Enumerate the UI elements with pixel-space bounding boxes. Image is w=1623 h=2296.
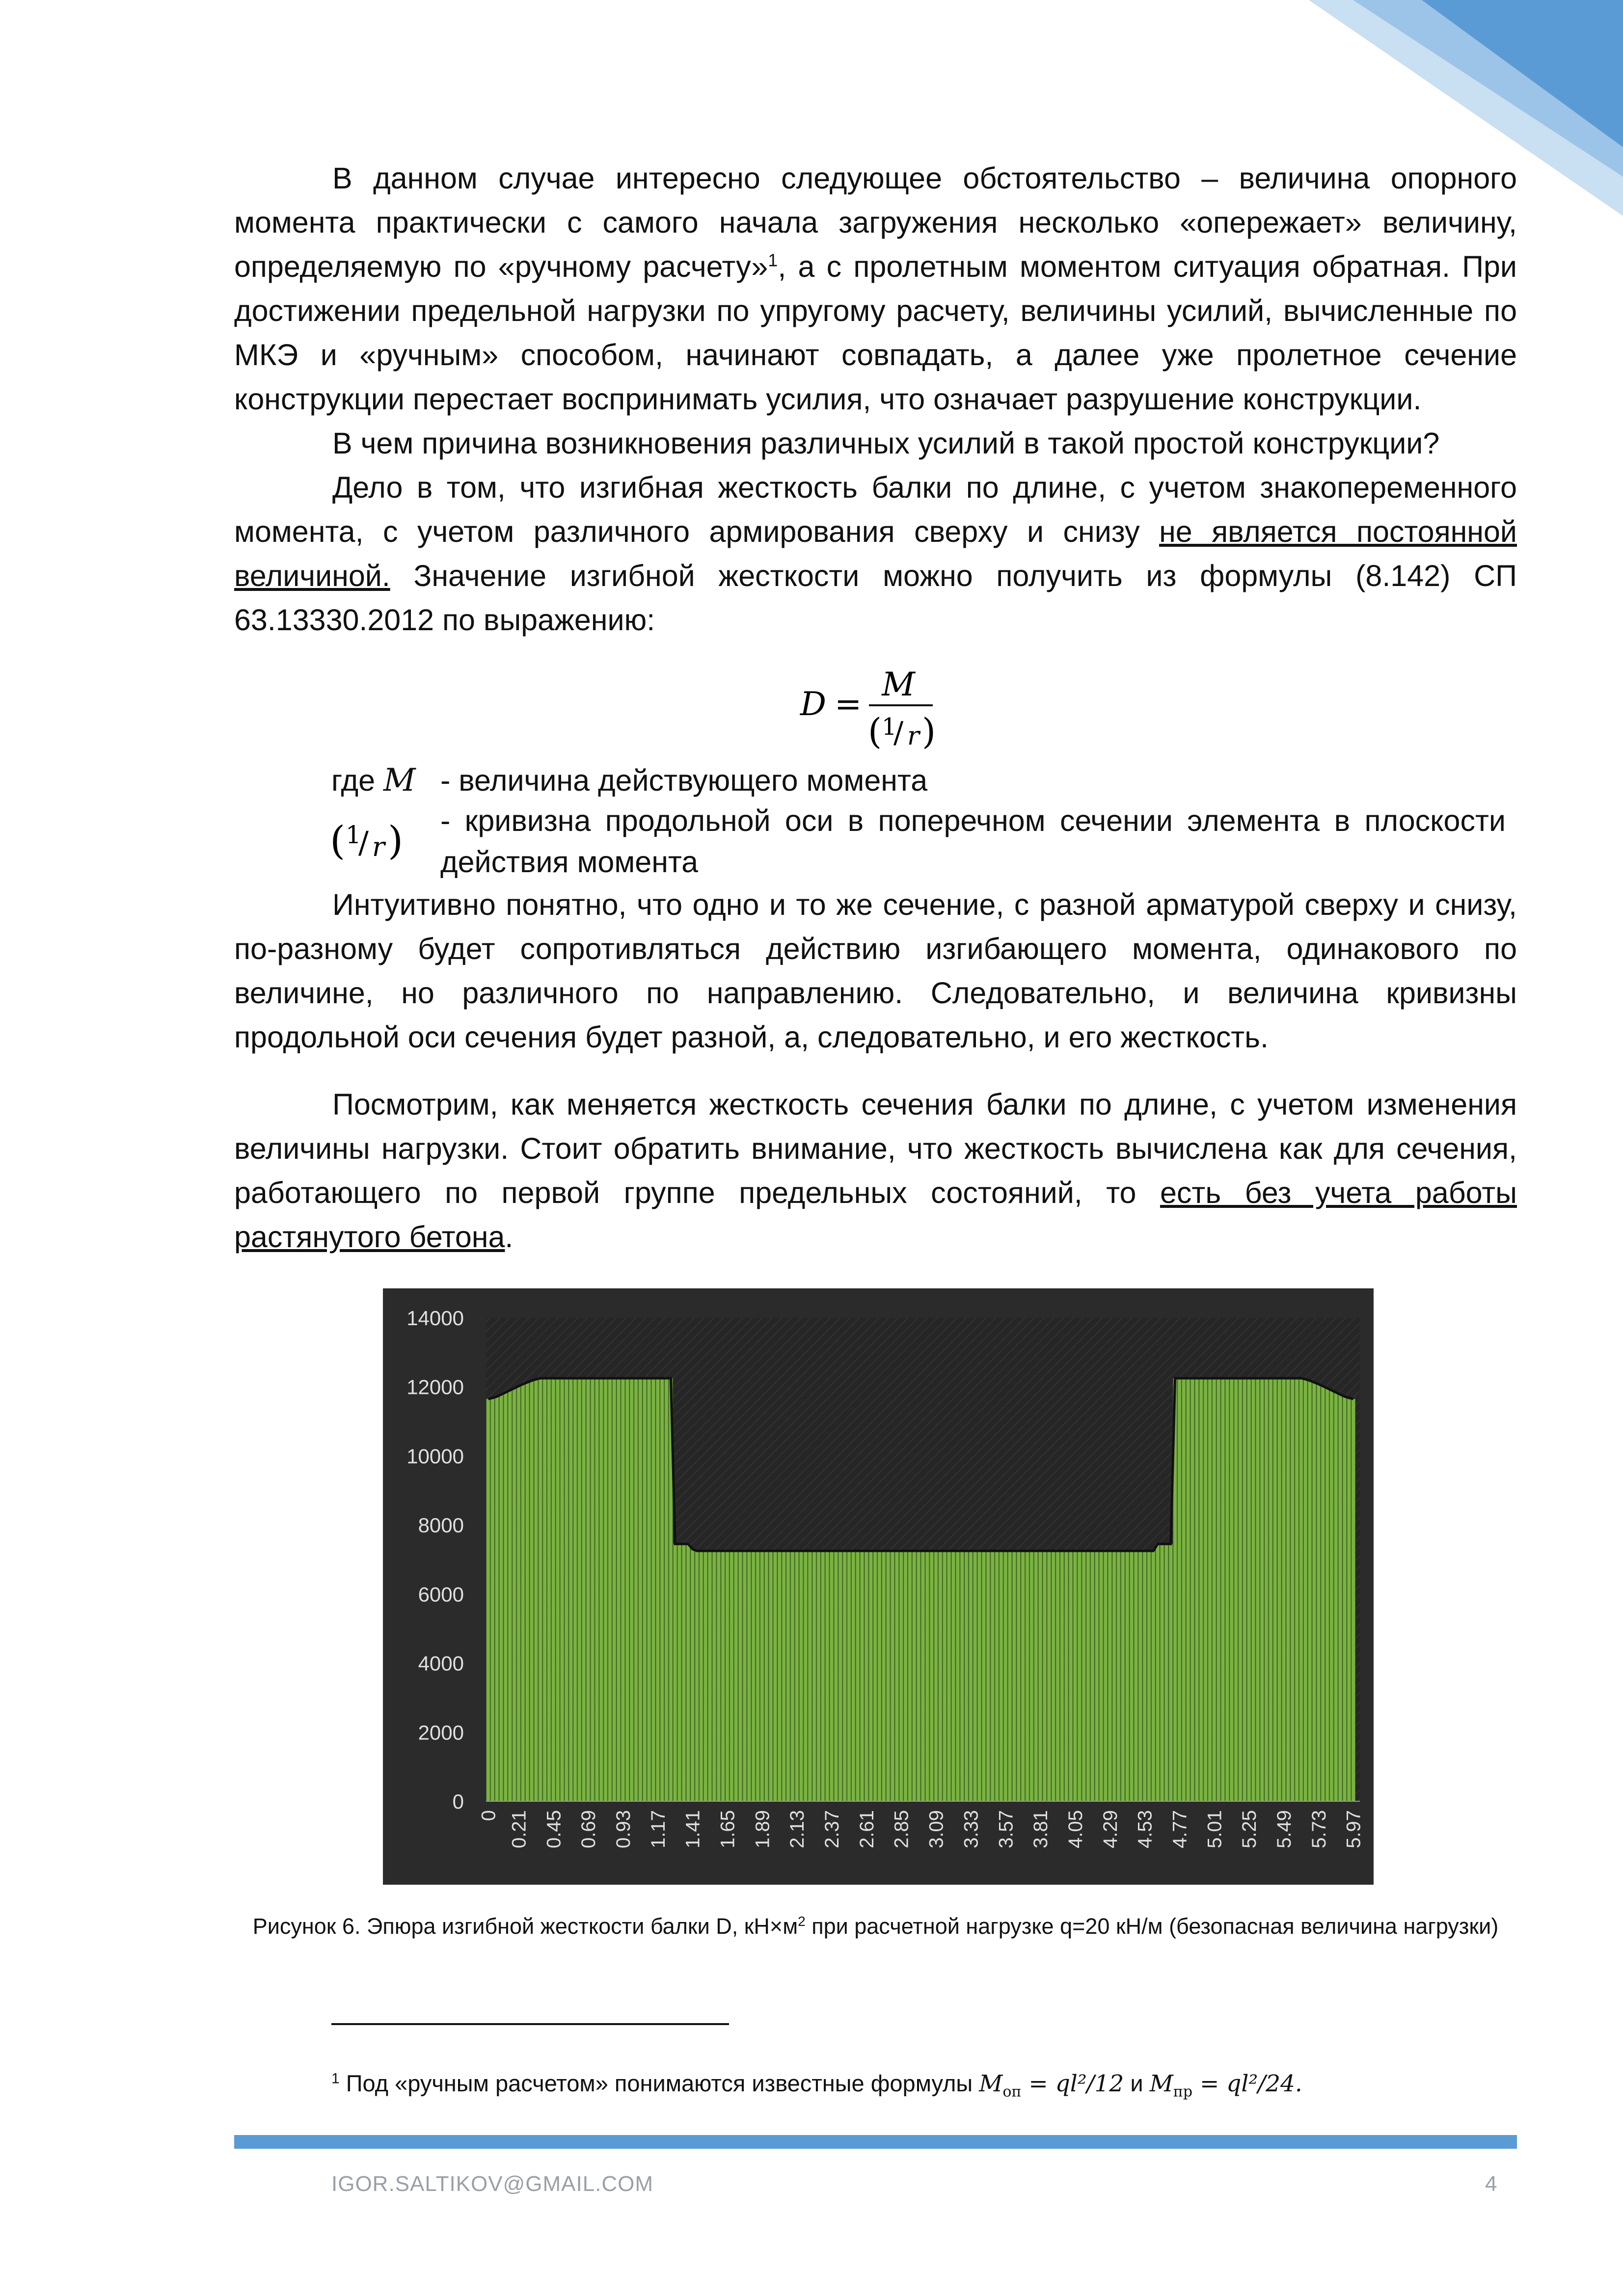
bar-39 bbox=[656, 1378, 659, 1801]
bar-156 bbox=[1164, 1544, 1168, 1801]
bar-136 bbox=[1078, 1551, 1081, 1801]
paragraph-5: Посмотрим, как меняется жесткость сечения балки по длине, с учетом изменения величины нагрузки. Стоит обратить внимание, что жесткость вычислена как для сечения, работающего по первой группе предельных состояний, то есть без учета работы растянутого бетона. bbox=[234, 1088, 1517, 1254]
bar-41 bbox=[665, 1378, 668, 1801]
bar-115 bbox=[986, 1551, 990, 1801]
bar-77 bbox=[821, 1551, 825, 1801]
bar-58 bbox=[738, 1551, 742, 1801]
x-tick-label-6: 1.41 bbox=[682, 1810, 704, 1848]
m-description: - величина действующего момента bbox=[440, 764, 928, 797]
bar-0 bbox=[487, 1399, 490, 1801]
bar-122 bbox=[1017, 1551, 1020, 1801]
bar-84 bbox=[852, 1551, 855, 1801]
bar-44 bbox=[677, 1544, 681, 1801]
bar-87 bbox=[865, 1551, 868, 1801]
bar-185 bbox=[1291, 1378, 1294, 1801]
footnote-ref[interactable]: 1 bbox=[768, 250, 778, 270]
bar-172 bbox=[1234, 1378, 1238, 1801]
bar-160 bbox=[1182, 1378, 1186, 1801]
bar-22 bbox=[582, 1378, 586, 1801]
body-text-middle bbox=[234, 882, 1517, 1059]
bar-14 bbox=[547, 1378, 551, 1801]
bar-184 bbox=[1286, 1378, 1290, 1801]
bar-112 bbox=[974, 1551, 977, 1801]
bar-171 bbox=[1230, 1378, 1233, 1801]
bar-173 bbox=[1239, 1378, 1242, 1801]
bar-43 bbox=[673, 1544, 676, 1801]
bar-24 bbox=[591, 1378, 594, 1801]
x-tick-label-12: 2.85 bbox=[891, 1810, 913, 1848]
bar-89 bbox=[873, 1551, 877, 1801]
bar-165 bbox=[1204, 1378, 1207, 1801]
bar-29 bbox=[613, 1378, 616, 1801]
bar-91 bbox=[882, 1551, 886, 1801]
bar-183 bbox=[1282, 1378, 1285, 1801]
bar-9 bbox=[525, 1383, 529, 1801]
bar-118 bbox=[1000, 1551, 1003, 1801]
bar-197 bbox=[1343, 1396, 1346, 1801]
formula-svg bbox=[795, 660, 992, 758]
bar-50 bbox=[703, 1551, 707, 1801]
bar-88 bbox=[869, 1551, 872, 1801]
x-tick-label-11: 2.61 bbox=[856, 1810, 878, 1848]
bar-150 bbox=[1138, 1551, 1142, 1801]
bar-20 bbox=[573, 1378, 577, 1801]
bar-31 bbox=[621, 1378, 624, 1801]
bar-65 bbox=[769, 1551, 772, 1801]
bar-21 bbox=[578, 1378, 581, 1801]
bar-135 bbox=[1073, 1551, 1077, 1801]
bar-27 bbox=[604, 1378, 607, 1801]
bar-199 bbox=[1352, 1399, 1355, 1801]
formula-den-one: 1 bbox=[882, 713, 897, 741]
bar-32 bbox=[625, 1378, 629, 1801]
bar-111 bbox=[969, 1551, 973, 1801]
bar-148 bbox=[1130, 1551, 1133, 1801]
bar-86 bbox=[860, 1551, 864, 1801]
x-tick-label-20: 4.77 bbox=[1169, 1810, 1191, 1848]
paragraph-1: В данном случае интересно следующее обстоятельство – величина опорного момента практически с самого начала загружения несколько «опережает» величину, определяемую по «ручному расчету»$^1$, а с пролетным моментом ситуация обратная. При достижении предельной нагрузки по упругому расчету, величины усилий, вычисленные по МКЭ и «ручным» способом, начинают совпадать, а далее уже пролетное сечение конструкции перестает воспринимать усилия, что означает разрушение конструкции. bbox=[234, 161, 1517, 416]
footnote: $^1$ Под «ручным расчетом» понимаются известные формулы $M_{оп} = ql^2/12$ и $M_{пр} = ql^2/24$. bbox=[331, 2070, 1302, 2101]
bar-182 bbox=[1277, 1378, 1281, 1801]
bar-26 bbox=[599, 1378, 603, 1801]
bar-8 bbox=[521, 1384, 525, 1801]
bar-154 bbox=[1156, 1544, 1159, 1801]
page-number: 4 bbox=[1485, 2172, 1497, 2196]
bar-78 bbox=[825, 1551, 829, 1801]
bar-97 bbox=[908, 1551, 912, 1801]
paragraph-4: Интуитивно понятно, что одно и то же сечение, с разной арматурой сверху и снизу, по-разному будет сопротивляться действию изгибающего момента, одинакового по величине, но различного по направлению. Следовательно, и величина кривизны продольной оси сечения будет разной, а, следовательно, и его жесткость. bbox=[234, 888, 1517, 1054]
bar-62 bbox=[756, 1551, 759, 1801]
bar-95 bbox=[899, 1551, 903, 1801]
bar-119 bbox=[1004, 1551, 1007, 1801]
bar-106 bbox=[947, 1551, 950, 1801]
bar-110 bbox=[965, 1551, 968, 1801]
bar-189 bbox=[1308, 1381, 1311, 1801]
x-tick-label-3: 0.69 bbox=[578, 1810, 600, 1848]
bar-69 bbox=[786, 1551, 790, 1801]
bar-145 bbox=[1117, 1551, 1120, 1801]
bar-107 bbox=[951, 1551, 955, 1801]
bar-181 bbox=[1273, 1378, 1277, 1801]
bar-66 bbox=[773, 1551, 777, 1801]
bar-132 bbox=[1060, 1551, 1064, 1801]
formula-lparen: ( bbox=[868, 711, 882, 752]
x-tick-label-8: 1.89 bbox=[752, 1810, 774, 1848]
bar-193 bbox=[1325, 1388, 1329, 1801]
bar-73 bbox=[804, 1551, 807, 1801]
bar-2 bbox=[495, 1396, 498, 1801]
x-tick-label-7: 1.65 bbox=[717, 1810, 739, 1848]
bar-19 bbox=[569, 1378, 572, 1801]
bar-187 bbox=[1299, 1378, 1303, 1801]
bar-38 bbox=[651, 1378, 655, 1801]
y-tick-label-2: 4000 bbox=[418, 1652, 464, 1675]
bar-54 bbox=[721, 1551, 725, 1801]
bar-93 bbox=[891, 1551, 894, 1801]
bar-6 bbox=[513, 1388, 516, 1801]
x-tick-label-22: 5.25 bbox=[1239, 1810, 1261, 1848]
bar-45 bbox=[682, 1544, 685, 1801]
x-tick-label-24: 5.73 bbox=[1308, 1810, 1330, 1848]
bar-114 bbox=[982, 1551, 985, 1801]
bar-120 bbox=[1008, 1551, 1011, 1801]
bar-104 bbox=[939, 1551, 942, 1801]
bar-137 bbox=[1082, 1551, 1085, 1801]
bar-142 bbox=[1104, 1551, 1107, 1801]
bar-34 bbox=[634, 1378, 638, 1801]
bar-174 bbox=[1243, 1378, 1246, 1801]
footnote-separator bbox=[331, 2023, 729, 2025]
bar-83 bbox=[847, 1551, 851, 1801]
bar-177 bbox=[1256, 1378, 1259, 1801]
bar-130 bbox=[1052, 1551, 1055, 1801]
bar-55 bbox=[726, 1551, 729, 1801]
y-tick-label-0: 0 bbox=[452, 1790, 464, 1813]
bar-82 bbox=[843, 1551, 846, 1801]
bar-191 bbox=[1317, 1384, 1320, 1801]
bar-127 bbox=[1038, 1551, 1042, 1801]
bar-53 bbox=[717, 1551, 720, 1801]
bar-124 bbox=[1026, 1551, 1029, 1801]
bar-94 bbox=[895, 1551, 898, 1801]
bar-30 bbox=[617, 1378, 620, 1801]
bar-85 bbox=[856, 1551, 859, 1801]
bar-105 bbox=[943, 1551, 947, 1801]
bar-161 bbox=[1186, 1378, 1190, 1801]
footer-accent-bar bbox=[234, 2135, 1517, 2149]
bar-37 bbox=[647, 1378, 650, 1801]
bar-36 bbox=[643, 1378, 647, 1801]
bar-157 bbox=[1169, 1544, 1172, 1801]
bar-49 bbox=[700, 1551, 703, 1801]
bar-190 bbox=[1312, 1383, 1316, 1801]
svg-text:(: ( bbox=[330, 818, 346, 863]
bar-163 bbox=[1195, 1378, 1198, 1801]
r-description: - кривизна продольной оси в поперечном сечении элемента в плоскости действия момента bbox=[440, 804, 1506, 879]
bar-121 bbox=[1012, 1551, 1016, 1801]
bar-128 bbox=[1043, 1551, 1046, 1801]
bar-139 bbox=[1091, 1551, 1094, 1801]
bar-153 bbox=[1152, 1551, 1155, 1801]
bar-198 bbox=[1347, 1398, 1351, 1801]
body-text-lower bbox=[234, 1082, 1517, 1259]
bar-175 bbox=[1247, 1378, 1250, 1801]
bar-176 bbox=[1251, 1378, 1255, 1801]
bar-100 bbox=[921, 1551, 924, 1801]
x-tick-label-23: 5.49 bbox=[1273, 1810, 1296, 1848]
x-tick-label-15: 3.57 bbox=[995, 1810, 1017, 1848]
bar-155 bbox=[1160, 1544, 1163, 1801]
bar-151 bbox=[1143, 1551, 1146, 1801]
bar-125 bbox=[1030, 1551, 1033, 1801]
bar-194 bbox=[1330, 1390, 1333, 1801]
y-tick-label-5: 10000 bbox=[406, 1444, 464, 1468]
bar-98 bbox=[913, 1551, 916, 1801]
formula-den-slash: / bbox=[893, 716, 904, 750]
bar-80 bbox=[834, 1551, 838, 1801]
bar-10 bbox=[530, 1381, 533, 1801]
bar-146 bbox=[1121, 1551, 1125, 1801]
x-tick-label-16: 3.81 bbox=[1030, 1810, 1052, 1848]
bar-162 bbox=[1190, 1378, 1194, 1801]
bar-17 bbox=[560, 1378, 564, 1801]
x-tick-label-14: 3.33 bbox=[960, 1810, 982, 1848]
bar-108 bbox=[956, 1551, 959, 1801]
bar-186 bbox=[1295, 1378, 1298, 1801]
formula-rparen: ) bbox=[922, 711, 936, 752]
bar-144 bbox=[1112, 1551, 1116, 1801]
x-tick-label-25: 5.97 bbox=[1343, 1810, 1365, 1848]
bar-92 bbox=[886, 1551, 890, 1801]
bar-103 bbox=[934, 1551, 938, 1801]
bar-170 bbox=[1225, 1378, 1229, 1801]
bar-149 bbox=[1134, 1551, 1137, 1801]
bar-59 bbox=[743, 1551, 746, 1801]
bar-18 bbox=[565, 1378, 568, 1801]
bar-133 bbox=[1064, 1551, 1068, 1801]
bar-178 bbox=[1260, 1378, 1264, 1801]
bar-129 bbox=[1047, 1551, 1051, 1801]
x-tick-label-10: 2.37 bbox=[821, 1810, 843, 1848]
x-tick-label-0: 0 bbox=[478, 1810, 500, 1821]
m-symbol: M bbox=[383, 762, 416, 799]
bar-96 bbox=[904, 1551, 907, 1801]
stiffness-chart bbox=[383, 1288, 1374, 1885]
bar-28 bbox=[608, 1378, 612, 1801]
bar-152 bbox=[1147, 1551, 1151, 1801]
x-tick-label-4: 0.93 bbox=[612, 1810, 634, 1848]
bar-61 bbox=[752, 1551, 755, 1801]
bar-57 bbox=[734, 1551, 737, 1801]
x-tick-label-19: 4.53 bbox=[1134, 1810, 1156, 1848]
bar-64 bbox=[764, 1551, 768, 1801]
y-tick-label-3: 6000 bbox=[418, 1582, 464, 1606]
bar-192 bbox=[1321, 1386, 1325, 1801]
bar-81 bbox=[839, 1551, 842, 1801]
svg-text:1: 1 bbox=[346, 821, 361, 849]
bar-47 bbox=[691, 1549, 694, 1801]
bar-23 bbox=[586, 1378, 590, 1801]
svg-text:/: / bbox=[358, 825, 369, 860]
bar-134 bbox=[1069, 1551, 1072, 1801]
bar-168 bbox=[1217, 1378, 1220, 1801]
bar-25 bbox=[595, 1378, 598, 1801]
bar-46 bbox=[686, 1544, 690, 1801]
bar-113 bbox=[977, 1551, 981, 1801]
bar-109 bbox=[960, 1551, 964, 1801]
bar-79 bbox=[830, 1551, 833, 1801]
bar-116 bbox=[991, 1551, 994, 1801]
where-m: где M - величина действующего момента bbox=[331, 760, 1510, 801]
bar-126 bbox=[1034, 1551, 1038, 1801]
bar-147 bbox=[1125, 1551, 1129, 1801]
x-tick-label-17: 4.05 bbox=[1064, 1810, 1086, 1848]
bar-143 bbox=[1108, 1551, 1111, 1801]
paragraph-3: Дело в том, что изгибная жесткость балки по длине, с учетом знакопеременного момента, с учетом различного армирования сверху и снизу не является постоянной величиной. Значение изгибной жесткости можно получить из формулы (8.142) СП 63.13330.2012 по выражению: bbox=[234, 471, 1517, 637]
bar-7 bbox=[517, 1386, 520, 1801]
y-tick-label-6: 12000 bbox=[406, 1375, 464, 1399]
x-tick-label-5: 1.17 bbox=[647, 1810, 669, 1848]
y-tick-label-1: 2000 bbox=[418, 1721, 464, 1744]
bar-75 bbox=[812, 1551, 816, 1801]
formula-lhs: D bbox=[800, 685, 826, 723]
footer-email[interactable]: IGOR.SALTIKOV@GMAIL.COM bbox=[331, 2172, 654, 2196]
bar-72 bbox=[799, 1551, 803, 1801]
x-tick-label-2: 0.45 bbox=[543, 1810, 565, 1848]
body-text-top bbox=[234, 156, 1517, 642]
bar-16 bbox=[556, 1378, 559, 1801]
bar-4 bbox=[504, 1392, 507, 1801]
bar-141 bbox=[1099, 1551, 1103, 1801]
x-tick-label-18: 4.29 bbox=[1099, 1810, 1121, 1848]
bar-68 bbox=[782, 1551, 785, 1801]
bar-52 bbox=[712, 1551, 716, 1801]
curvature-symbol bbox=[330, 805, 418, 869]
bar-71 bbox=[795, 1551, 798, 1801]
bar-131 bbox=[1056, 1551, 1059, 1801]
bar-166 bbox=[1208, 1378, 1212, 1801]
bar-74 bbox=[808, 1551, 812, 1801]
paragraph-2: В чем причина возникновения различных усилий в такой простой конструкции? bbox=[332, 427, 1440, 460]
bar-70 bbox=[791, 1551, 794, 1801]
bar-67 bbox=[778, 1551, 781, 1801]
bar-33 bbox=[630, 1378, 633, 1801]
x-tick-label-1: 0.21 bbox=[508, 1810, 530, 1848]
svg-text:): ) bbox=[388, 818, 404, 863]
bar-159 bbox=[1178, 1378, 1181, 1801]
bar-15 bbox=[552, 1378, 555, 1801]
bar-99 bbox=[917, 1551, 920, 1801]
bar-3 bbox=[499, 1394, 503, 1801]
bar-164 bbox=[1199, 1378, 1203, 1801]
x-tick-label-21: 5.01 bbox=[1204, 1810, 1226, 1848]
y-tick-label-7: 14000 bbox=[406, 1307, 464, 1330]
bar-90 bbox=[878, 1551, 881, 1801]
bar-167 bbox=[1213, 1378, 1216, 1801]
svg-text:r: r bbox=[372, 831, 385, 862]
bar-169 bbox=[1221, 1378, 1224, 1801]
bar-195 bbox=[1334, 1392, 1338, 1801]
bar-40 bbox=[660, 1378, 664, 1801]
bar-123 bbox=[1021, 1551, 1025, 1801]
bar-196 bbox=[1338, 1394, 1342, 1801]
bar-1 bbox=[491, 1398, 494, 1801]
bar-48 bbox=[695, 1551, 699, 1801]
formula-numerator: M bbox=[882, 666, 915, 703]
bar-11 bbox=[534, 1379, 538, 1801]
figure-caption: Рисунок 6. Эпюра изгибной жесткости балки D, $кН\times м^2$ при расчетной нагрузке q=20 кН/м (безопасная величина нагрузки) bbox=[252, 1914, 1499, 1939]
bar-179 bbox=[1265, 1378, 1268, 1801]
bar-60 bbox=[747, 1551, 751, 1801]
bar-102 bbox=[930, 1551, 933, 1801]
bar-76 bbox=[817, 1551, 820, 1801]
x-tick-label-9: 2.13 bbox=[786, 1810, 809, 1848]
bar-188 bbox=[1304, 1379, 1307, 1801]
bar-117 bbox=[995, 1551, 999, 1801]
formula-den-r: r bbox=[907, 721, 920, 751]
bar-12 bbox=[539, 1378, 542, 1801]
bar-51 bbox=[708, 1551, 711, 1801]
bar-63 bbox=[760, 1551, 764, 1801]
bar-140 bbox=[1095, 1551, 1098, 1801]
bar-13 bbox=[543, 1378, 546, 1801]
y-tick-label-4: 8000 bbox=[418, 1514, 464, 1537]
x-tick-label-13: 3.09 bbox=[925, 1810, 947, 1848]
bar-56 bbox=[730, 1551, 733, 1801]
formula-eq: = bbox=[835, 685, 862, 723]
bar-101 bbox=[925, 1551, 929, 1801]
bar-35 bbox=[639, 1378, 642, 1801]
bar-180 bbox=[1269, 1378, 1272, 1801]
bar-5 bbox=[508, 1390, 512, 1801]
bar-138 bbox=[1086, 1551, 1090, 1801]
stiffness-formula bbox=[795, 660, 992, 758]
